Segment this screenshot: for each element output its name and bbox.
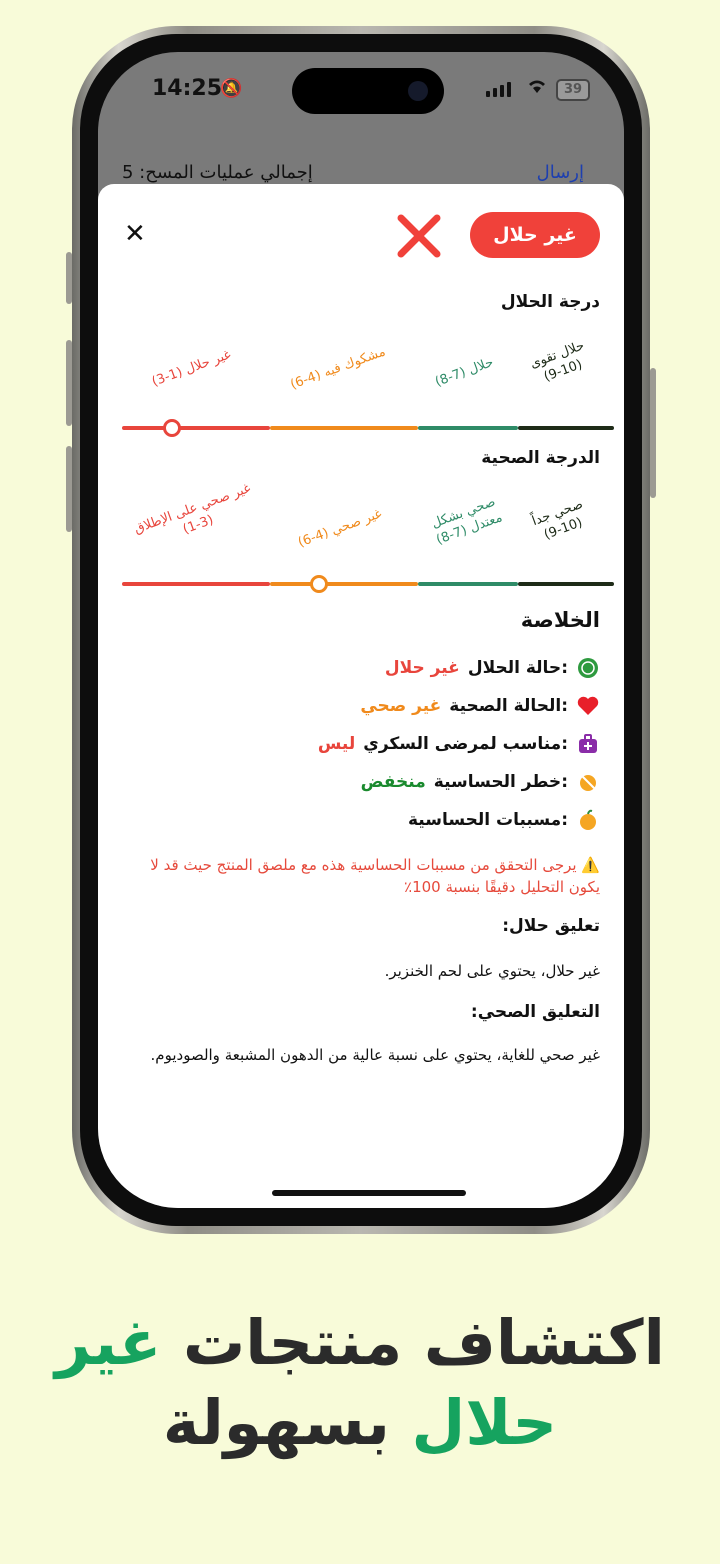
halal-tick-1: غير حلال (1-3): [149, 347, 233, 390]
close-button[interactable]: ✕: [124, 219, 146, 249]
background-scan-count: إجمالي عمليات المسح: 5: [122, 162, 313, 183]
halal-scale-knob: [163, 419, 181, 437]
heart-icon: [576, 694, 600, 718]
health-tick-2: غير صحي (4-6): [296, 506, 384, 551]
health-comment-title: التعليق الصحي:: [470, 1002, 600, 1022]
medical-kit-icon: [576, 732, 600, 756]
headline-green-text: غير: [55, 1306, 162, 1379]
health-tick-1: غير صحي على الإطلاق (1-3): [132, 480, 253, 538]
summary-row-allergens: [400, 808, 600, 832]
summary-row-halal: [385, 656, 600, 680]
summary-value: غير حلال: [384, 658, 460, 678]
health-scale-bar: [122, 582, 614, 586]
battery-indicator: 39: [556, 79, 590, 101]
halal-comment-title: تعليق حلال:: [502, 916, 600, 936]
allergy-icon: [576, 770, 600, 794]
power-button: [650, 368, 656, 498]
promo-headline-line2: [0, 1386, 720, 1459]
phone-frame: [72, 26, 650, 1234]
background-send-link[interactable]: إرسال: [536, 162, 584, 183]
status-badge: غير حلال: [470, 212, 600, 258]
wifi-icon: [526, 76, 548, 100]
health-tick-3: صحي بشكل معتدل (7-8): [429, 494, 505, 548]
cell-signal-icon: [486, 82, 511, 97]
summary-row-allergy-risk: [361, 770, 600, 794]
halal-tick-4: حلال تقوى (9-10): [528, 338, 587, 385]
headline-dark-text: اكتشاف منتجات: [182, 1306, 665, 1379]
summary-label: مناسب لمرضى السكري:: [363, 734, 568, 754]
health-tick-4: صحي جداً (9-10): [530, 496, 585, 543]
halal-scale-title: درجة الحلال: [500, 292, 600, 312]
summary-value: غير صحي: [360, 696, 442, 716]
summary-row-diabetes: [318, 732, 600, 756]
summary-label: خطر الحساسية:: [433, 772, 568, 792]
health-comment-text: غير صحي للغاية، يحتوي على نسبة عالية من الدهون المشبعة والصوديوم.: [150, 1046, 600, 1064]
summary-value: منخفض: [360, 772, 426, 792]
status-time: 14:25: [152, 76, 223, 101]
summary-label: الحالة الصحية:: [449, 696, 568, 716]
phone-screen: [98, 52, 624, 1208]
halal-tick-2: مشكوك فيه (4-6): [288, 344, 388, 393]
halal-scale-bar: [122, 426, 614, 430]
summary-value: ليس: [317, 734, 356, 754]
promo-headline-line1: [0, 1306, 720, 1379]
bell-muted-icon: 🔕: [220, 78, 243, 99]
headline-green-text: حلال: [411, 1386, 558, 1459]
summary-title: الخلاصة: [520, 608, 600, 632]
headline-dark-text: بسهولة: [162, 1386, 390, 1459]
result-sheet: [98, 184, 624, 1208]
halal-comment-text: غير حلال، يحتوي على لحم الخنزير.: [384, 962, 600, 980]
health-scale-title: الدرجة الصحية: [481, 448, 600, 468]
halal-tick-3: حلال (7-8): [433, 355, 496, 390]
red-x-icon: [395, 212, 443, 260]
summary-label: حالة الحلال:: [467, 658, 568, 678]
home-indicator[interactable]: [272, 1190, 466, 1196]
summary-label: مسببات الحساسية:: [407, 810, 568, 830]
allergen-warning: ⚠️ يرجى التحقق من مسببات الحساسية هذه مع ملصق المنتج حيث قد لا يكون التحليل دقيقًا بنسبة 100٪: [150, 856, 600, 896]
summary-row-health: [360, 694, 600, 718]
dynamic-island: [292, 68, 444, 114]
health-scale-knob: [310, 575, 328, 593]
apple-icon: [576, 808, 600, 832]
halal-logo-icon: [576, 656, 600, 680]
